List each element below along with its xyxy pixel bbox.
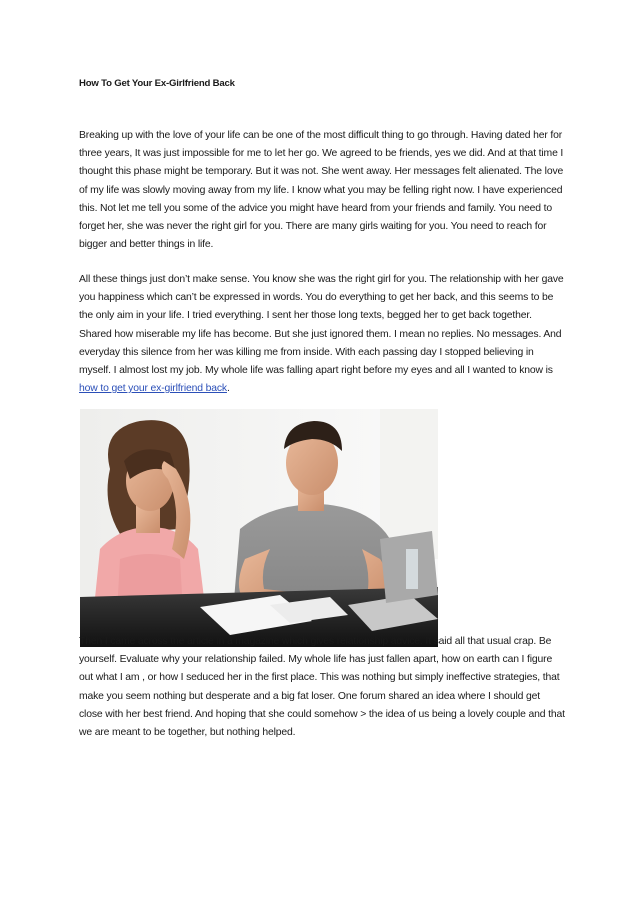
- paragraph-1: Breaking up with the love of your life can be one of the most difficult thing to go through. Having dated her for three years, It was just impossible for me to let her go. We agreed to be friends, yes we did. And at that time I thought this phase might be temporary. But it was not. She went away. Her messages felt alienated. The love of my life was slowly moving away from my life. I know what you may be felling right now. I have experienced this. Not let me tell you some of the advice you might have heard from your friends and family. You need to forget her, she was never the right girl for you. There are many girls waiting for you. You need to reach for bigger and better things in life.: [79, 130, 564, 251]
- page-title: How To Get Your Ex-Girlfriend Back: [79, 78, 235, 89]
- paragraph-3: Then I came across the article in a magazine which gives relationship advice. It said all that usual crap. Be yourself. Evaluate why your relationship failed. My whole life has just fallen apart, how on earth can I figure out what I am , or how I seduced her in the first place. This was nothing but simply ineffective strategies, that make you seem nothing but desperate and a big fat loser. One forum shared an idea where I should get close with her best friend. And hoping that she could somehow > the idea of us being a lovely couple and that we are meant to be together, but nothing helped.: [79, 636, 565, 739]
- paragraph-2-end: .: [226, 383, 230, 395]
- paragraph-2: [79, 271, 565, 398]
- couple-photo: [80, 409, 438, 647]
- paragraph-2-text: All these things just don’t make sense. You know she was the right girl for you. The relationship with her gave you happiness which can’t be expressed in words. You do everything to get her back, and this seems to be the only aim in your life. I tried everything. I sent her those long texts, begged her to get back together. Shared how miserable my life has become. But she just ignored them. I mean no replies. No messages. And everyday this silence from her was killing me from inside. With each passing day I stopped believing in myself. I almost lost my job. My whole life was falling apart right before my eyes and all I wanted to know is: [79, 274, 564, 377]
- article-link[interactable]: how to get your ex-girlfriend back: [79, 383, 227, 395]
